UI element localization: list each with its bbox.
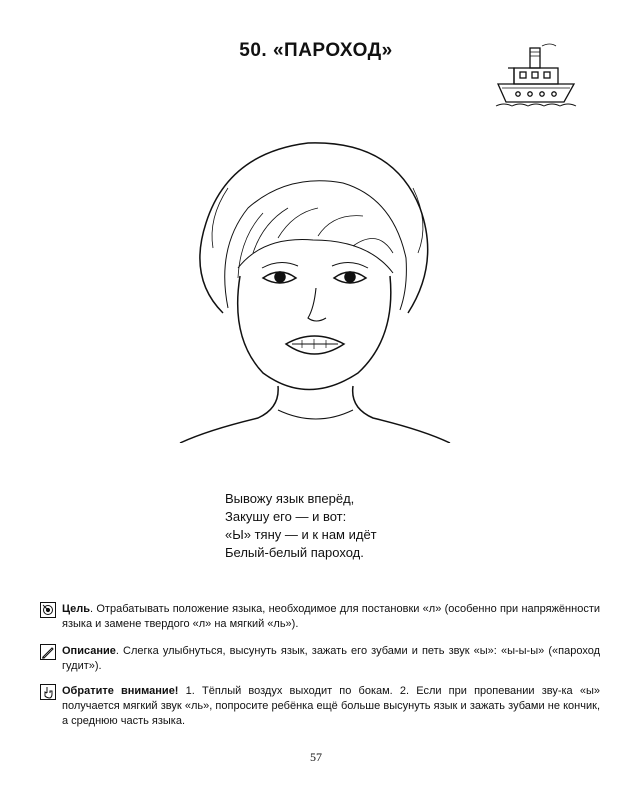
attention-text: 1. Тёплый воздух выходит по бокам. 2. Если при пропевании зву-ка «ы» получается мягкий звук «ль», попросите ребёнка ещё больше высунуть язык и зажать зубами не кончик, а среднюю часть языка.	[62, 685, 600, 727]
poem	[225, 490, 377, 562]
hand-icon	[40, 684, 56, 700]
goal-text: . Отрабатывать положение языка, необходимое для постановки «л» (особенно при напряжённости языка и замене твердого «л» на мягкий «ль»).	[62, 603, 600, 630]
poem-line: «Ы» тяну — и к нам идёт	[225, 527, 377, 542]
goal-note	[40, 602, 600, 632]
description-note	[40, 644, 600, 674]
attention-label: Обратите внимание!	[62, 685, 179, 697]
poem-line: Закушу его — и вот:	[225, 509, 347, 524]
poem-line: Белый-белый пароход.	[225, 545, 364, 560]
page-number: 57	[310, 750, 322, 764]
description-text: . Слегка улыбнуться, высунуть язык, зажать его зубами и петь звук «ы»: «ы-ы-ы» («пароход гудит»).	[62, 645, 600, 672]
attention-note	[40, 684, 600, 729]
pen-icon	[40, 644, 56, 660]
poem-line: Вывожу язык вперёд,	[225, 491, 355, 506]
page-title: 50. «ПАРОХОД»	[239, 40, 393, 61]
steamship-illustration	[494, 40, 578, 108]
description-label: Описание	[62, 645, 116, 657]
goal-label: Цель	[62, 603, 91, 615]
child-face-illustration	[168, 128, 458, 443]
target-icon	[40, 602, 56, 618]
